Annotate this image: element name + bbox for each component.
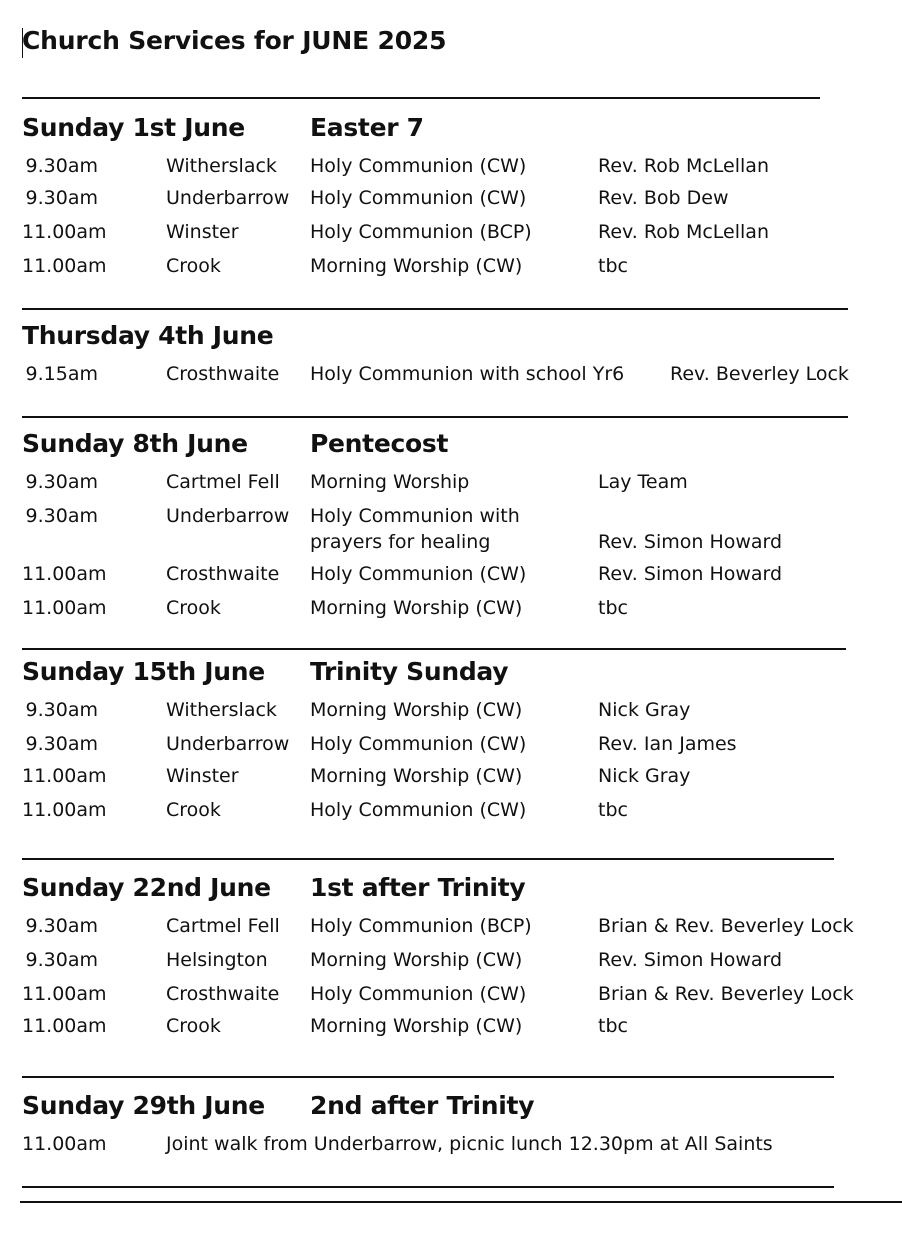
service-row bbox=[0, 915, 902, 941]
service-minister: tbc bbox=[598, 597, 628, 619]
service-type: Holy Communion (BCP) bbox=[310, 221, 532, 243]
section-occasion: Easter 7 bbox=[310, 113, 424, 142]
service-type: Holy Communion (CW) bbox=[310, 563, 527, 585]
section-day: Thursday 4th June bbox=[22, 321, 274, 350]
service-time: 9.30am bbox=[25, 915, 98, 937]
divider bbox=[22, 416, 848, 418]
service-row bbox=[0, 799, 902, 825]
service-type: Holy Communion with bbox=[310, 505, 520, 527]
service-row bbox=[0, 1015, 902, 1041]
service-type: Morning Worship bbox=[310, 471, 470, 493]
service-type: Holy Communion (CW) bbox=[310, 983, 527, 1005]
section-day: Sunday 8th June bbox=[22, 429, 248, 458]
service-type: Holy Communion (CW) bbox=[310, 187, 527, 209]
service-time: 9.30am bbox=[25, 733, 98, 755]
service-row bbox=[0, 471, 902, 497]
service-row bbox=[0, 221, 902, 247]
service-type: Holy Communion (CW) bbox=[310, 799, 527, 821]
divider bbox=[22, 308, 848, 310]
service-row bbox=[0, 733, 902, 759]
section-day: Sunday 15th June bbox=[22, 657, 265, 686]
divider bbox=[22, 648, 846, 650]
service-minister: tbc bbox=[598, 799, 628, 821]
service-minister: Rev. Ian James bbox=[598, 733, 737, 755]
service-minister: Lay Team bbox=[598, 471, 688, 493]
service-row bbox=[0, 155, 902, 181]
service-place: Underbarrow bbox=[166, 187, 290, 209]
service-minister: Nick Gray bbox=[598, 765, 691, 787]
service-minister: Nick Gray bbox=[598, 699, 691, 721]
service-place: Crook bbox=[166, 597, 221, 619]
service-type: Holy Communion (BCP) bbox=[310, 915, 532, 937]
service-time: 9.30am bbox=[25, 505, 98, 527]
service-time: 11.00am bbox=[22, 1015, 107, 1037]
service-type: Morning Worship (CW) bbox=[310, 765, 523, 787]
service-minister: Rev. Beverley Lock bbox=[670, 363, 849, 385]
service-row bbox=[0, 563, 902, 589]
service-place: Crook bbox=[166, 255, 221, 277]
service-row bbox=[0, 187, 902, 213]
service-type: Morning Worship (CW) bbox=[310, 597, 523, 619]
divider bbox=[22, 97, 820, 99]
service-place: Winster bbox=[166, 765, 239, 787]
divider bbox=[22, 1186, 834, 1188]
service-row bbox=[0, 255, 902, 281]
service-type: Morning Worship (CW) bbox=[310, 699, 523, 721]
service-place: Underbarrow bbox=[166, 733, 290, 755]
service-minister: Rev. Simon Howard bbox=[598, 949, 783, 971]
service-time: 9.30am bbox=[25, 155, 98, 177]
service-time: 11.00am bbox=[22, 983, 107, 1005]
service-type: Holy Communion (CW) bbox=[310, 733, 527, 755]
service-place: Underbarrow bbox=[166, 505, 290, 527]
service-type: Morning Worship (CW) bbox=[310, 949, 523, 971]
service-time: 11.00am bbox=[22, 597, 107, 619]
service-description: Joint walk from Underbarrow, picnic lunch 12.30pm at All Saints bbox=[166, 1133, 773, 1155]
divider bbox=[22, 1076, 834, 1078]
service-time: 11.00am bbox=[22, 563, 107, 585]
service-row bbox=[0, 1133, 902, 1159]
service-time: 11.00am bbox=[22, 799, 107, 821]
page-title: Church Services for JUNE 2025 bbox=[22, 26, 447, 55]
service-row bbox=[0, 699, 902, 725]
service-time: 9.30am bbox=[25, 699, 98, 721]
service-time: 9.15am bbox=[25, 363, 98, 385]
service-type: Morning Worship (CW) bbox=[310, 1015, 523, 1037]
service-place: Crosthwaite bbox=[166, 363, 280, 385]
section-occasion: 1st after Trinity bbox=[310, 873, 526, 902]
service-row bbox=[0, 505, 902, 531]
service-time: 11.00am bbox=[22, 255, 107, 277]
section-day: Sunday 29th June bbox=[22, 1091, 265, 1120]
service-place: Cartmel Fell bbox=[166, 915, 280, 937]
service-type: Holy Communion with school Yr6 bbox=[310, 363, 625, 385]
section-occasion: Trinity Sunday bbox=[310, 657, 509, 686]
section-day: Sunday 1st June bbox=[22, 113, 245, 142]
service-time: 11.00am bbox=[22, 1133, 107, 1155]
service-place: Witherslack bbox=[166, 699, 277, 721]
divider bbox=[22, 858, 834, 860]
service-minister: Brian & Rev. Beverley Lock bbox=[598, 983, 854, 1005]
service-time: 11.00am bbox=[22, 765, 107, 787]
service-row bbox=[0, 363, 902, 389]
service-row bbox=[0, 949, 902, 975]
service-place: Crosthwaite bbox=[166, 563, 280, 585]
service-minister: Brian & Rev. Beverley Lock bbox=[598, 915, 854, 937]
section-day: Sunday 22nd June bbox=[22, 873, 271, 902]
service-type-line2: prayers for healing bbox=[310, 531, 491, 553]
service-place: Winster bbox=[166, 221, 239, 243]
service-minister: tbc bbox=[598, 255, 628, 277]
service-time: 9.30am bbox=[25, 949, 98, 971]
service-minister: tbc bbox=[598, 1015, 628, 1037]
section-occasion: 2nd after Trinity bbox=[310, 1091, 535, 1120]
service-time: 9.30am bbox=[25, 187, 98, 209]
service-place: Crook bbox=[166, 799, 221, 821]
service-row bbox=[0, 765, 902, 791]
service-type: Morning Worship (CW) bbox=[310, 255, 523, 277]
service-minister: Rev. Rob McLellan bbox=[598, 221, 769, 243]
service-minister: Rev. Rob McLellan bbox=[598, 155, 769, 177]
service-place: Helsington bbox=[166, 949, 268, 971]
service-time: 11.00am bbox=[22, 221, 107, 243]
service-place: Crosthwaite bbox=[166, 983, 280, 1005]
service-row bbox=[0, 597, 902, 623]
service-type: Holy Communion (CW) bbox=[310, 155, 527, 177]
service-row-continued bbox=[0, 531, 902, 557]
service-place: Crook bbox=[166, 1015, 221, 1037]
service-row bbox=[0, 983, 902, 1009]
service-place: Witherslack bbox=[166, 155, 277, 177]
service-time: 9.30am bbox=[25, 471, 98, 493]
section-occasion: Pentecost bbox=[310, 429, 449, 458]
service-minister: Rev. Simon Howard bbox=[598, 531, 783, 553]
divider bbox=[20, 1201, 902, 1203]
service-place: Cartmel Fell bbox=[166, 471, 280, 493]
service-minister: Rev. Bob Dew bbox=[598, 187, 729, 209]
service-minister: Rev. Simon Howard bbox=[598, 563, 783, 585]
